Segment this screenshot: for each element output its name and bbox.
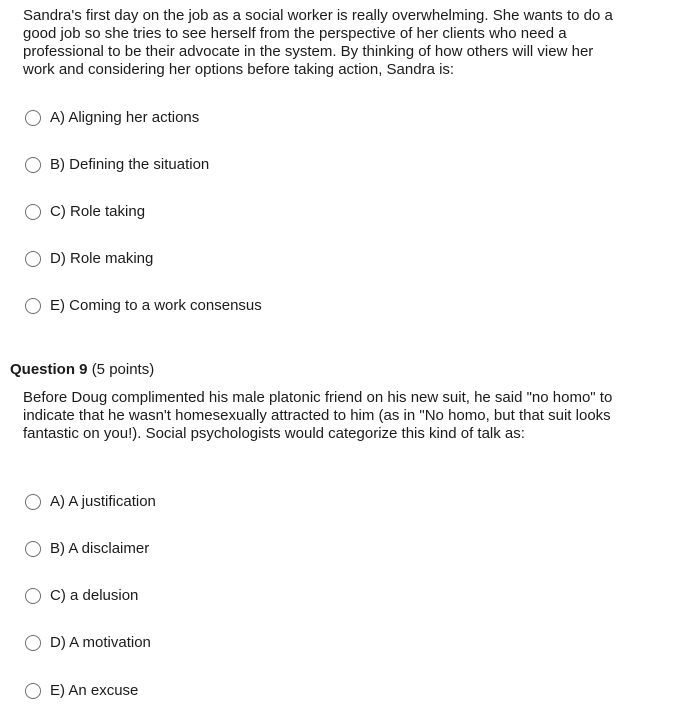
radio-button-icon[interactable] <box>25 298 41 314</box>
option-label: D) A motivation <box>50 634 151 651</box>
option-label: B) Defining the situation <box>50 156 210 173</box>
question-9-title: Question 9 <box>10 361 88 378</box>
question-9-option-e[interactable] <box>25 681 138 701</box>
option-label: C) a delusion <box>50 587 139 604</box>
option-label: D) Role making <box>50 250 154 267</box>
option-label: E) Coming to a work consensus <box>50 297 262 314</box>
question-9-points: (5 points) <box>91 361 155 378</box>
option-label: B) A disclaimer <box>50 540 150 557</box>
radio-button-icon[interactable] <box>25 494 41 510</box>
question-9-option-d[interactable] <box>25 633 151 653</box>
question-9-option-a[interactable] <box>25 492 156 512</box>
radio-button-icon[interactable] <box>25 635 41 651</box>
radio-button-icon[interactable] <box>25 588 41 604</box>
question-8-option-b[interactable] <box>25 155 209 175</box>
radio-button-icon[interactable] <box>25 110 41 126</box>
question-8-stem: Sandra's first day on the job as a social worker is really overwhelming. She wants to do a good job so she tries to see herself from the perspective of her clients who need a professional to be their advocate in the system. By thinking of how others will view her work and considering her options before taking action, Sandra is: <box>23 7 613 78</box>
question-8-option-a[interactable] <box>25 108 199 128</box>
question-9-header <box>10 361 154 379</box>
radio-button-icon[interactable] <box>25 157 41 173</box>
option-label: A) Aligning her actions <box>50 109 200 126</box>
question-8-option-c[interactable] <box>25 202 145 222</box>
option-label: C) Role taking <box>50 203 146 220</box>
radio-button-icon[interactable] <box>25 251 41 267</box>
radio-button-icon[interactable] <box>25 541 41 557</box>
question-9-option-b[interactable] <box>25 539 149 559</box>
question-8-option-d[interactable] <box>25 249 153 269</box>
question-9-option-c[interactable] <box>25 586 138 606</box>
radio-button-icon[interactable] <box>25 683 41 699</box>
option-label: A) A justification <box>50 493 156 510</box>
question-8-option-e[interactable] <box>25 296 262 316</box>
question-9-stem: Before Doug complimented his male platonic friend on his new suit, he said "no homo" to indicate that he wasn't homesexually attracted to him (as in "No homo, but that suit looks fantastic on you!). Social psychologists would categorize this kind of talk as: <box>23 389 613 442</box>
option-label: E) An excuse <box>50 682 139 699</box>
radio-button-icon[interactable] <box>25 204 41 220</box>
